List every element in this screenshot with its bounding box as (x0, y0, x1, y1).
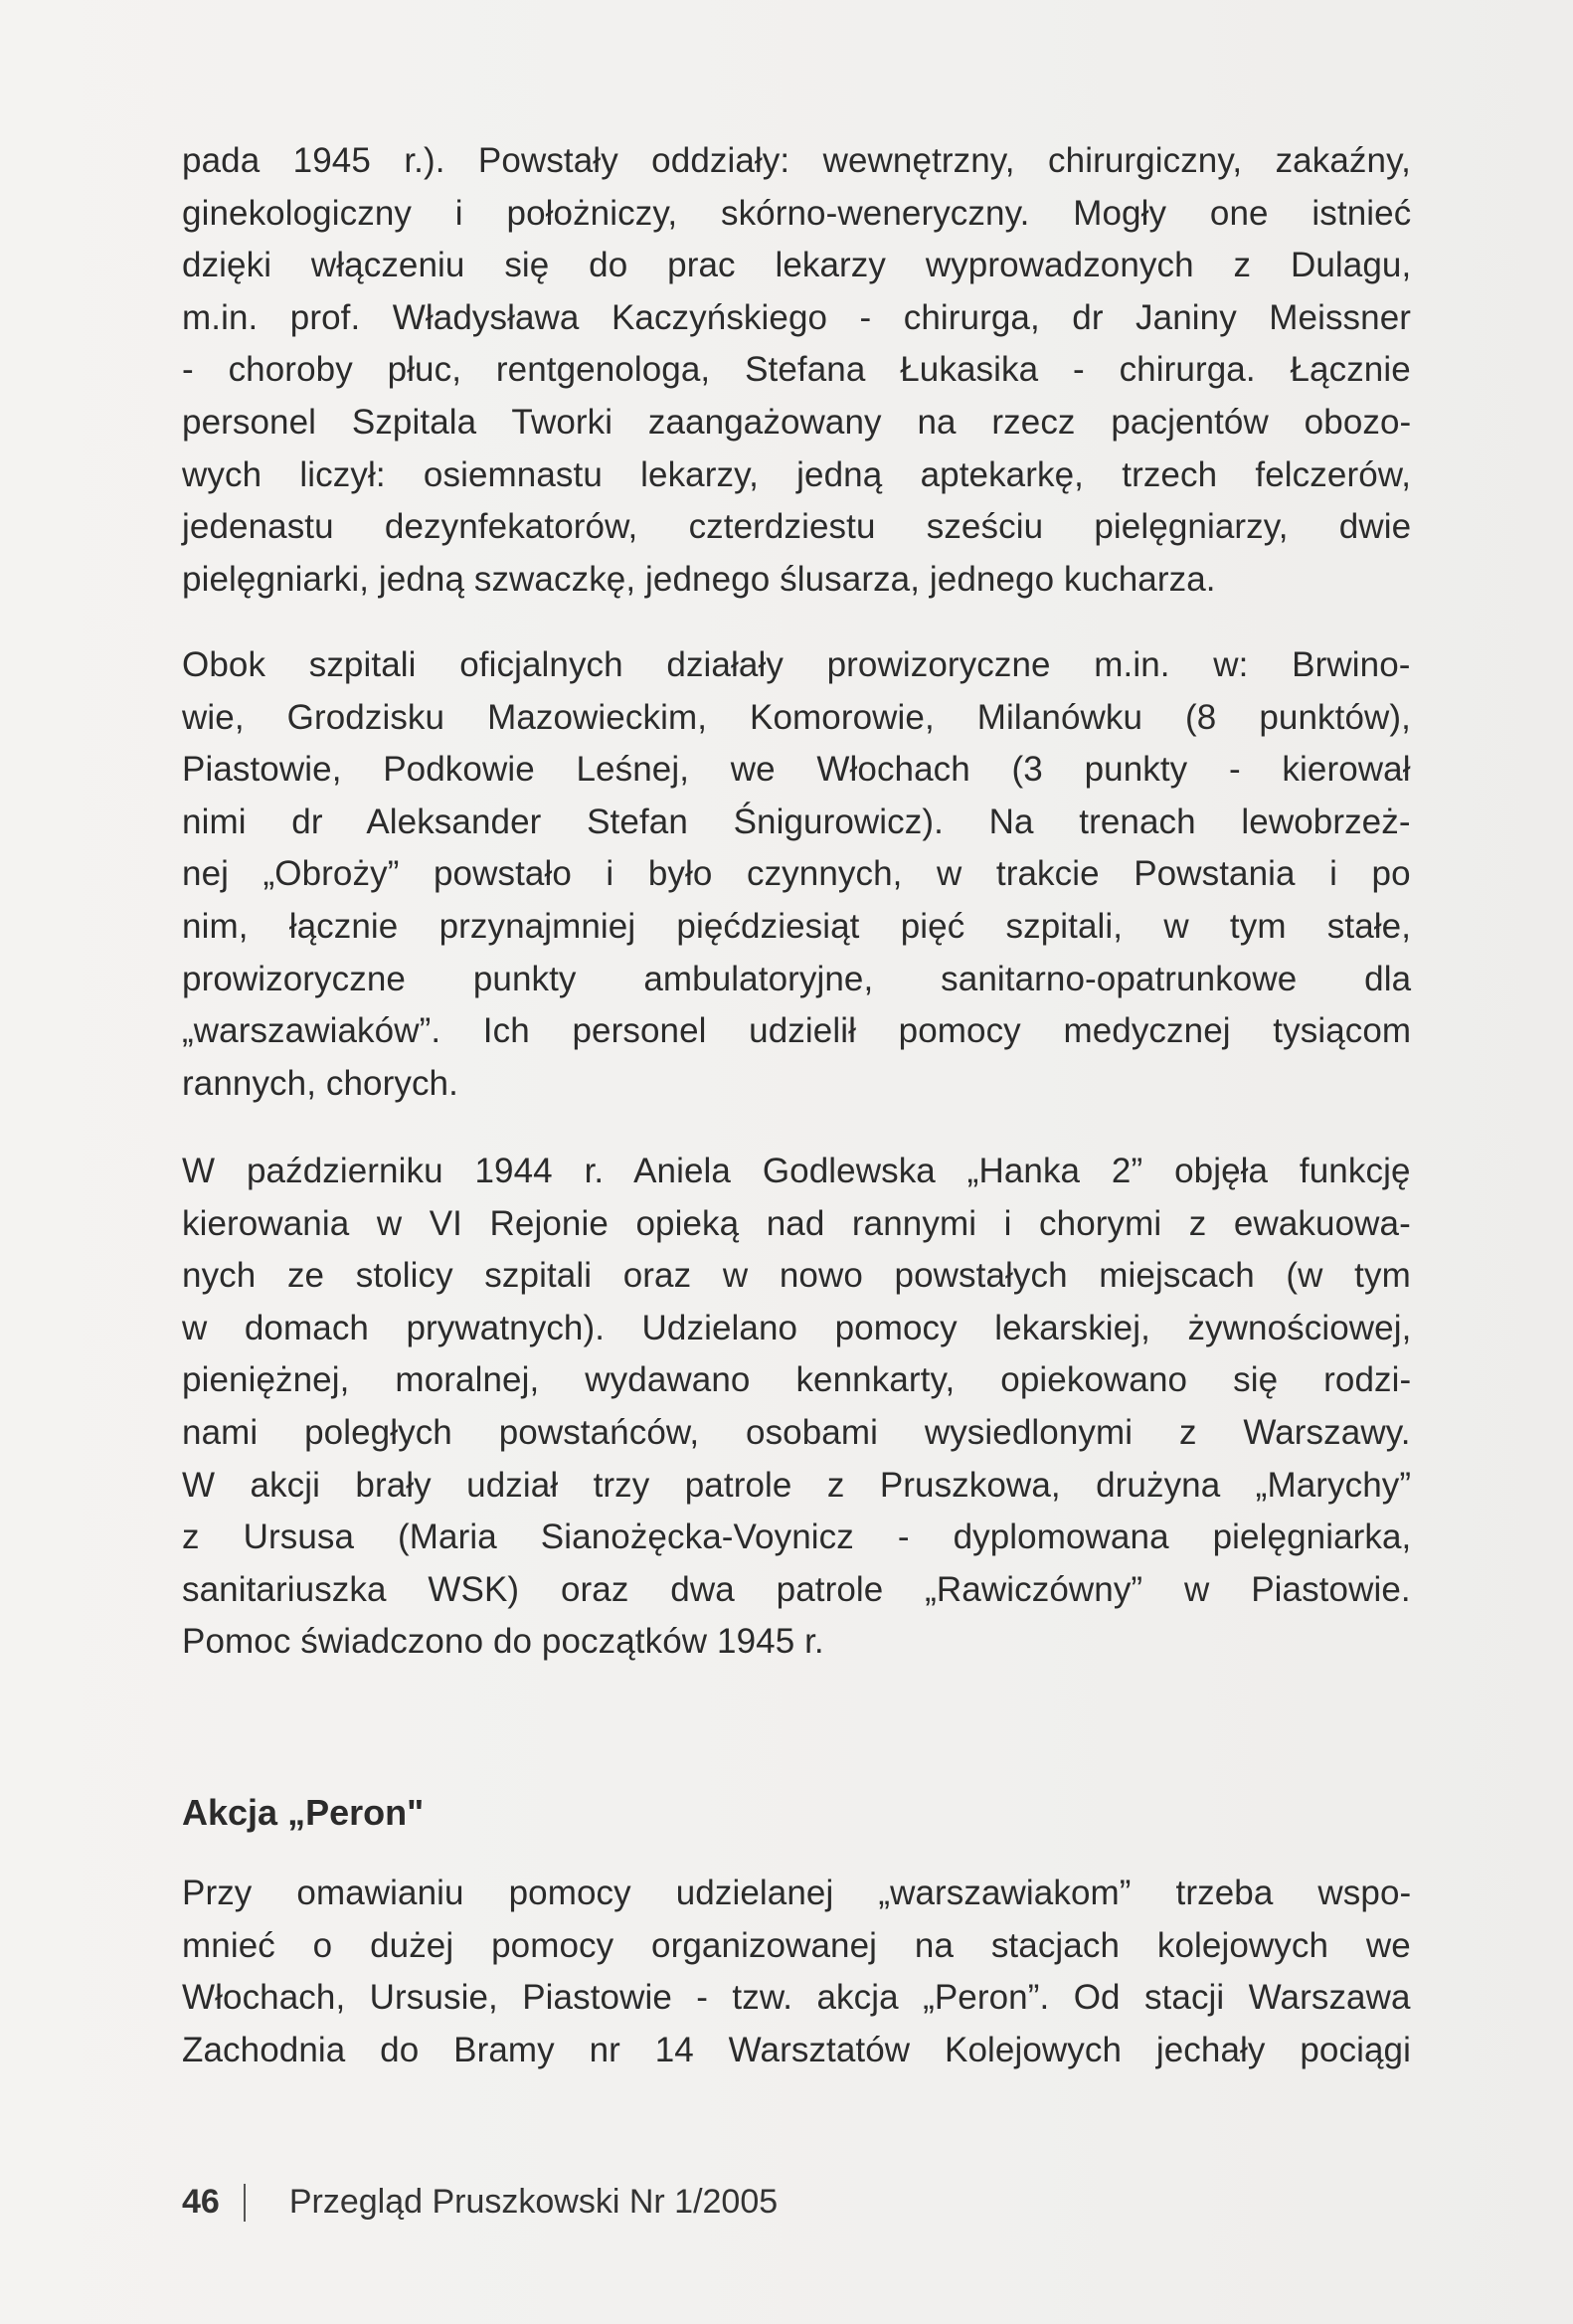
paragraph-provisional-hospitals (182, 639, 1411, 1110)
text-line: Pomoc świadczono do początków 1945 r. (182, 1622, 824, 1662)
text-line: z Ursusa (Maria Sianożęcka-Voynicz - dyplomowana pielęgniarka, (182, 1518, 1412, 1557)
section-heading: Akcja „Peron" (182, 1792, 425, 1833)
text-line: pada 1945 r.). Powstały oddziały: wewnętrzny, chirurgiczny, zakaźny, (182, 141, 1411, 180)
footer-divider (244, 2184, 246, 2222)
text-line: sanitariuszka WSK) oraz dwa patrole „Rawiczówny” w Piastowie. (182, 1569, 1411, 1609)
text-line: nimi dr Aleksander Stefan Śnigurowicz). Na trenach lewobrzeż- (182, 802, 1411, 841)
text-line: wych liczył: osiemnastu lekarzy, jedną aptekarkę, trzech felczerów, (182, 454, 1412, 494)
text-line: wie, Grodzisku Mazowieckim, Komorowie, Milanówku (8 punktów), (182, 697, 1411, 737)
text-line: nami poległych powstańców, osobami wysiedlonymi z Warszawy. (182, 1412, 1411, 1452)
paragraph-akcja-peron (182, 1868, 1411, 2076)
page-number: 46 (182, 2183, 220, 2221)
text-line: nych ze stolicy szpitali oraz w nowo powstałych miejscach (w tym (182, 1256, 1411, 1296)
text-line: pieniężnej, moralnej, wydawano kennkarty, opiekowano się rodzi- (182, 1360, 1412, 1400)
text-line: jedenastu dezynfekatorów, czterdziestu sześciu pielęgniarzy, dwie (182, 507, 1412, 547)
text-line: m.in. prof. Władysława Kaczyńskiego - chirurga, dr Janiny Meissner (182, 297, 1412, 337)
text-line: nej „Obroży” powstało i było czynnych, w trakcie Powstania i po (182, 854, 1411, 894)
text-line: „warszawiaków”. Ich personel udzielił pomocy medycznej tysiącom (182, 1011, 1412, 1051)
text-line: - choroby płuc, rentgenologa, Stefana Łukasika - chirurga. Łącznie (182, 350, 1411, 390)
text-line: Obok szpitali oficjalnych działały prowizoryczne m.in. w: Brwino- (182, 645, 1411, 684)
text-line: Włochach, Ursusie, Piastowie - tzw. akcja „Peron”. Od stacji Warszawa (182, 1978, 1411, 2018)
publication-title: Przegląd Pruszkowski Nr 1/2005 (288, 2183, 779, 2221)
paragraph-godlewska (182, 1146, 1411, 1669)
text-line: nim, łącznie przynajmniej pięćdziesiąt pięć szpitali, w tym stałe, (182, 906, 1412, 946)
text-line: ginekologiczny i położniczy, skórno-weneryczny. Mogły one istnieć (182, 193, 1412, 233)
text-line: W akcji brały udział trzy patrole z Pruszkowa, drużyna „Marychy” (182, 1465, 1412, 1505)
text-line: pielęgniarki, jedną szwaczkę, jednego ślusarza, jednego kucharza. (182, 559, 1216, 599)
text-line: w domach prywatnych). Udzielano pomocy lekarskiej, żywnościowej, (182, 1308, 1412, 1347)
paragraph-hospital-staff (182, 135, 1411, 606)
text-line: prowizoryczne punkty ambulatoryjne, sanitarno-opatrunkowe dla (182, 959, 1412, 998)
text-line: rannych, chorych. (182, 1063, 458, 1103)
page-footer (182, 2183, 778, 2222)
text-line: Przy omawianiu pomocy udzielanej „warszawiakom” trzeba wspo- (182, 1874, 1412, 1912)
text-line: W październiku 1944 r. Aniela Godlewska „Hanka 2” objęła funkcję (182, 1152, 1411, 1190)
text-line: dzięki włączeniu się do prac lekarzy wyprowadzonych z Dulagu, (182, 246, 1412, 285)
text-line: Piastowie, Podkowie Leśnej, we Włochach (3 punkty - kierował (182, 750, 1411, 790)
text-line: kierowania w VI Rejonie opieką nad rannymi i chorymi z ewakuowa- (182, 1203, 1411, 1243)
text-line: Zachodnia do Bramy nr 14 Warsztatów Kolejowych jechały pociągi (182, 2030, 1411, 2069)
text-line: personel Szpitala Tworki zaangażowany na rzecz pacjentów obozo- (182, 402, 1412, 442)
text-line: mnieć o dużej pomocy organizowanej na stacjach kolejowych we (182, 1925, 1411, 1965)
